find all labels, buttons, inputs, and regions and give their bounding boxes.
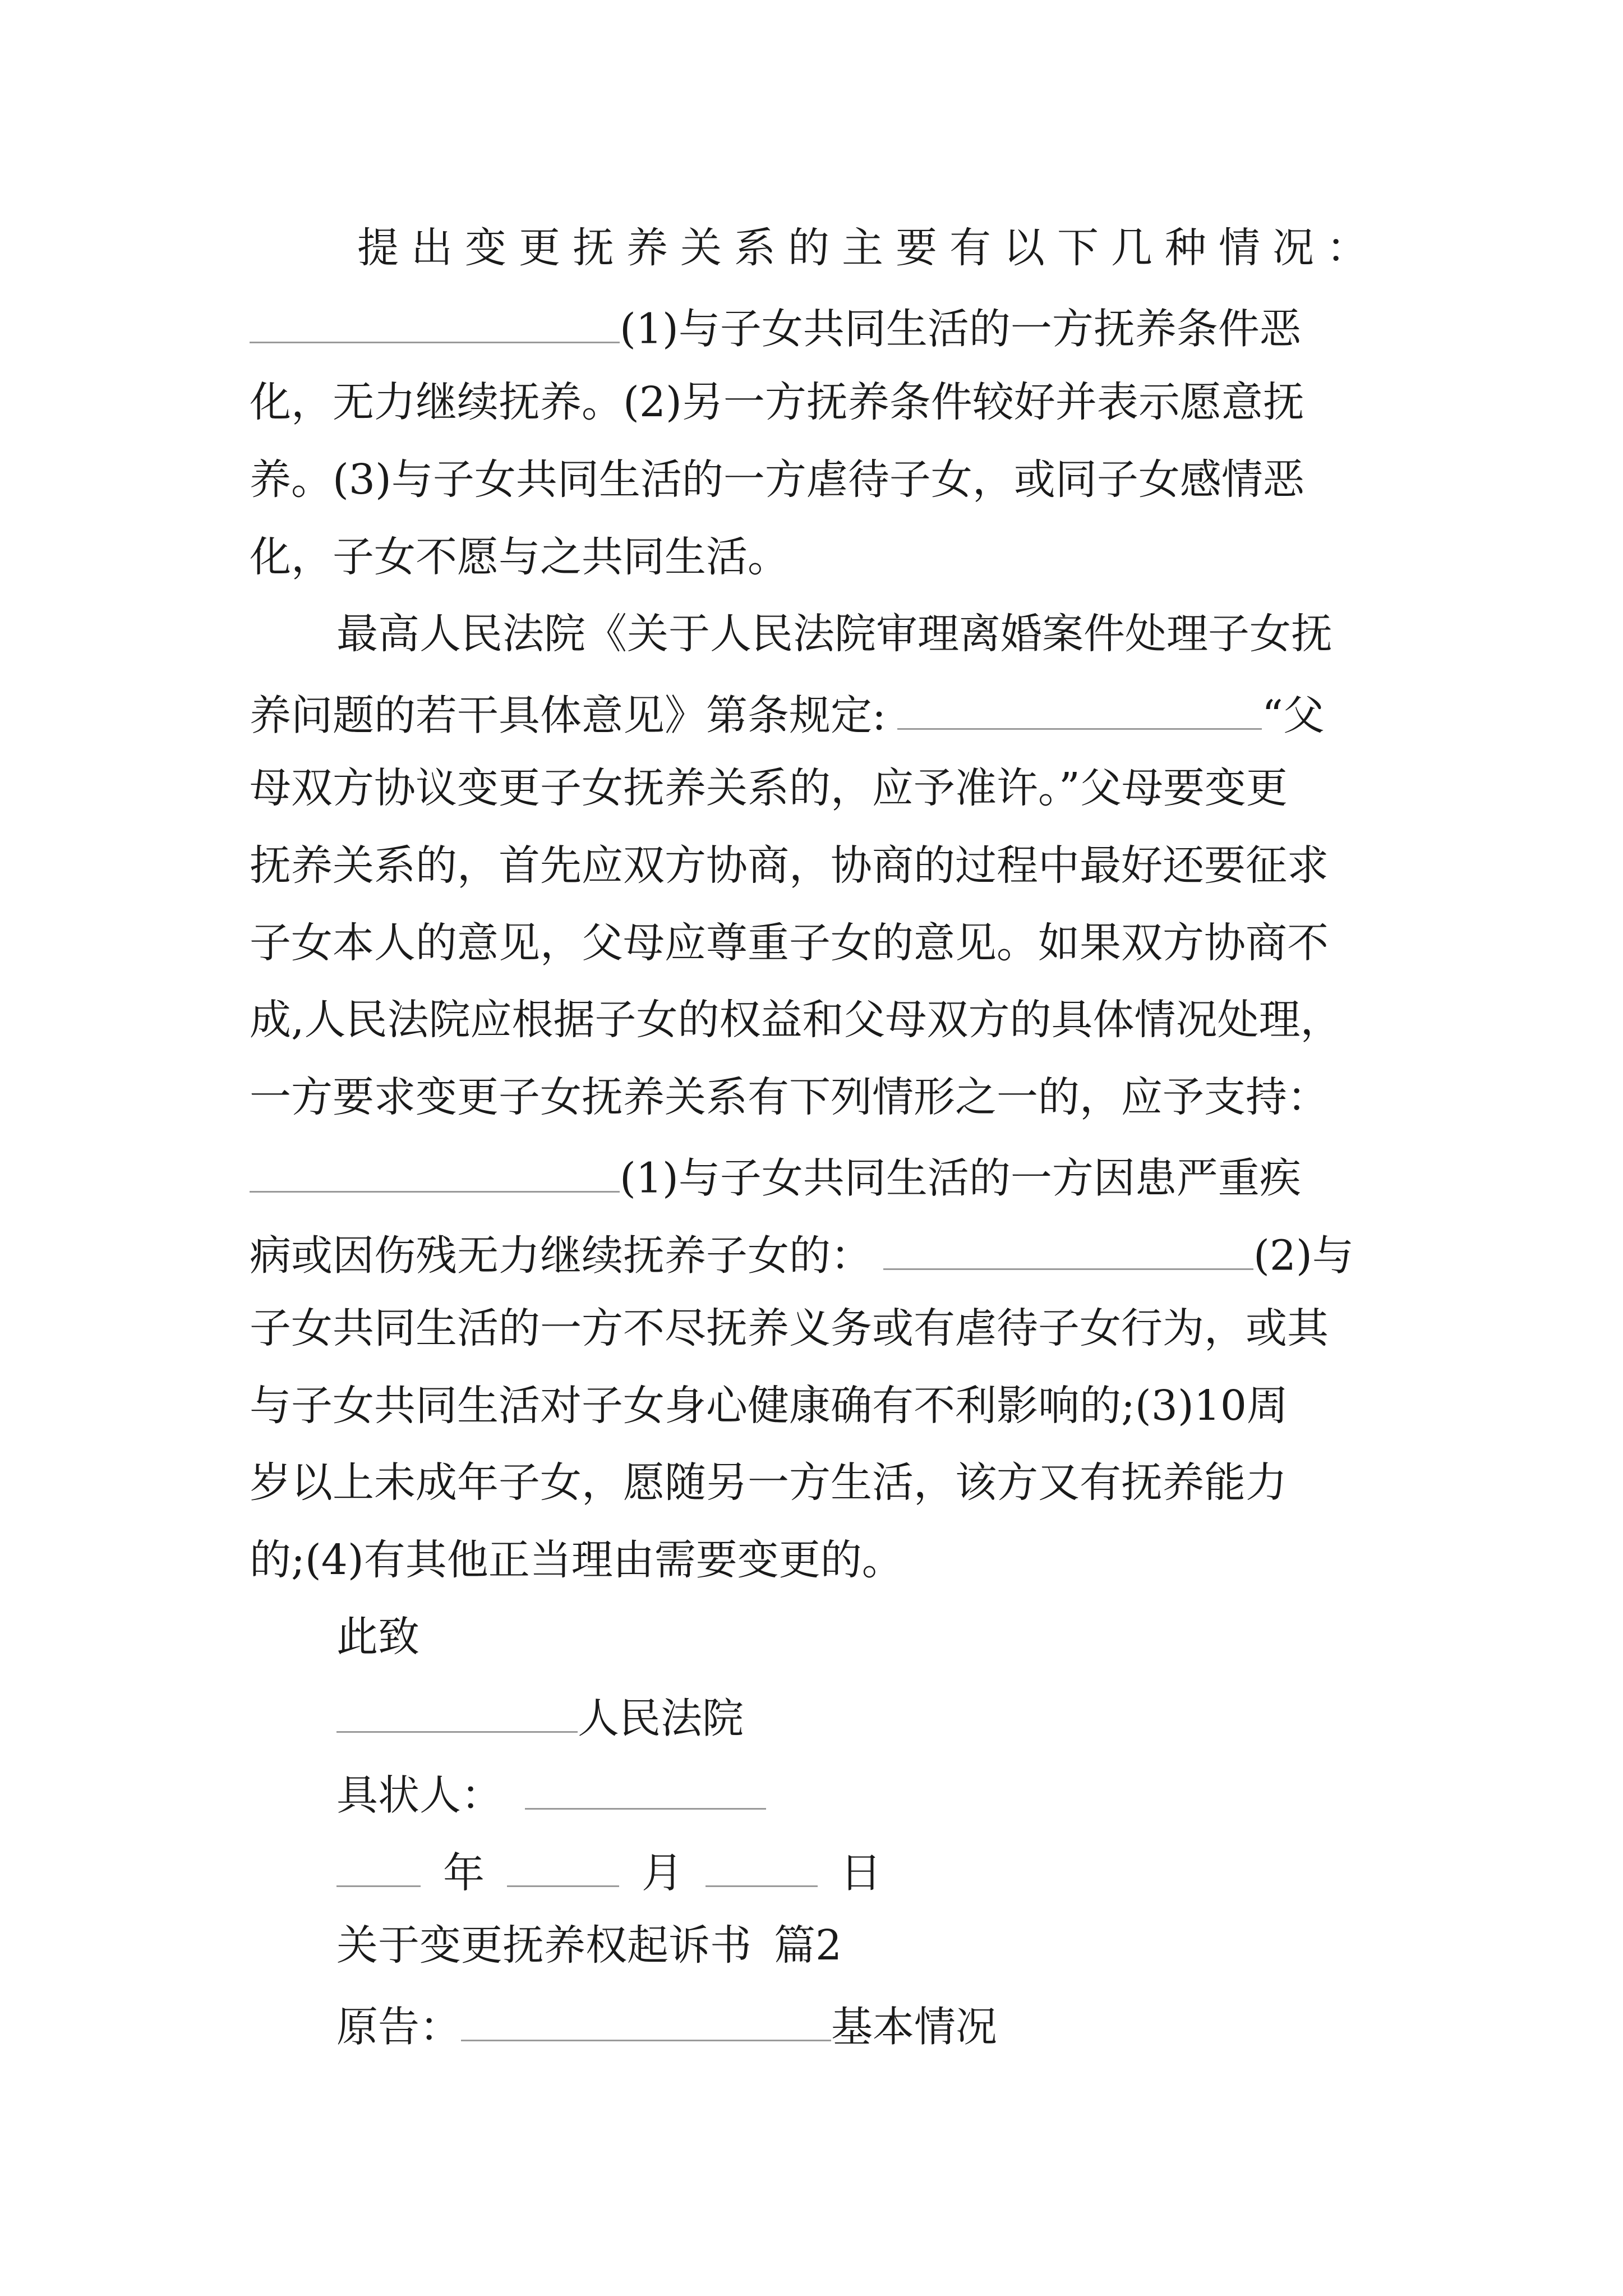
blank-line — [706, 1848, 818, 1887]
blank-line — [507, 1848, 619, 1887]
text-line — [250, 1458, 1287, 1507]
text-segment: 最高人民法院《关于人民法院审理离婚案件处理子女抚 — [336, 610, 1332, 658]
text-segment: 原告： — [336, 2003, 461, 2051]
text-line — [250, 996, 1342, 1044]
text-segment: (2)与 — [1253, 1231, 1354, 1280]
text-line — [250, 1304, 1329, 1352]
section2-title — [336, 1921, 842, 1970]
text-line — [250, 764, 1288, 812]
text-segment: 养问题的若干具体意见》第条规定: — [250, 691, 886, 740]
text-segment: 化，子女不愿与之共同生活。 — [250, 533, 789, 581]
text-line — [250, 533, 789, 581]
text-line — [250, 1153, 1301, 1203]
signer-line — [336, 1770, 766, 1820]
text-segment: 年 — [443, 1848, 485, 1897]
closing-line — [336, 1613, 419, 1661]
text-segment: 的;(4)有其他正当理由需要变更的。 — [250, 1536, 903, 1584]
text-segment: 人民法院 — [578, 1694, 744, 1743]
text-segment: 子女本人的意见，父母应尊重子女的意见。如果双方协商不 — [250, 919, 1329, 967]
text-segment: 关于变更抚养权起诉书 — [336, 1921, 751, 1970]
text-segment: “父 — [1261, 691, 1325, 740]
court-line — [336, 1694, 744, 1743]
text-segment: 具状人： — [336, 1771, 502, 1820]
text-line — [250, 378, 1304, 426]
text-segment: 篇2 — [774, 1921, 842, 1970]
text-line — [250, 841, 1329, 890]
text-line — [250, 455, 1304, 504]
blank-line — [525, 1770, 766, 1810]
blank-line — [336, 1848, 421, 1887]
text-line — [250, 1536, 903, 1584]
text-segment: 成,人民法院应根据子女的权益和父母双方的具体情况处理， — [250, 996, 1342, 1044]
blank-line — [897, 691, 1262, 730]
text-segment: 抚养关系的，首先应双方协商，协商的过程中最好还要征求 — [250, 841, 1329, 890]
plaintiff-line — [336, 2002, 997, 2051]
blank-line — [883, 1231, 1253, 1270]
text-line — [250, 919, 1329, 967]
text-line — [250, 691, 1325, 740]
text-line — [357, 224, 1380, 272]
text-segment: 子女共同生活的一方不尽抚养义务或有虐待子女行为，或其 — [250, 1304, 1329, 1352]
text-segment: 岁以上未成年子女，愿随另一方生活，该方又有抚养能力 — [250, 1458, 1287, 1507]
text-line — [250, 304, 1301, 353]
text-segment: (1)与子女共同生活的一方因患严重疾 — [620, 1154, 1301, 1203]
blank-line — [250, 304, 620, 343]
text-line — [250, 1231, 1354, 1280]
text-segment: 日 — [840, 1848, 882, 1897]
text-segment: 与子女共同生活对子女身心健康确有不利影响的;(3)10周 — [250, 1382, 1288, 1430]
text-segment: 母双方协议变更子女抚养关系的，应予准许。”父母要变更 — [250, 764, 1288, 812]
text-segment: 养。(3)与子女共同生活的一方虐待子女，或同子女感情恶 — [250, 455, 1304, 504]
text-line — [250, 1073, 1329, 1121]
date-line — [336, 1848, 882, 1897]
text-segment: (1)与子女共同生活的一方抚养条件恶 — [620, 305, 1301, 353]
text-segment: 基本情况 — [831, 2003, 997, 2051]
text-segment: 病或因伤残无力继续抚养子女的： — [250, 1231, 872, 1280]
text-segment: 一方要求变更子女抚养关系有下列情形之一的，应予支持： — [250, 1073, 1329, 1121]
text-line — [250, 1382, 1288, 1430]
text-segment: 此致 — [336, 1613, 419, 1661]
blank-line — [461, 2002, 831, 2041]
blank-line — [336, 1694, 578, 1733]
text-segment: 提出变更抚养关系的主要有以下几种情况： — [357, 224, 1380, 272]
blank-line — [250, 1153, 620, 1193]
text-line — [336, 610, 1332, 658]
text-segment: 月 — [642, 1848, 683, 1897]
text-segment: 化，无力继续抚养。(2)另一方抚养条件较好并表示愿意抚 — [250, 378, 1304, 426]
